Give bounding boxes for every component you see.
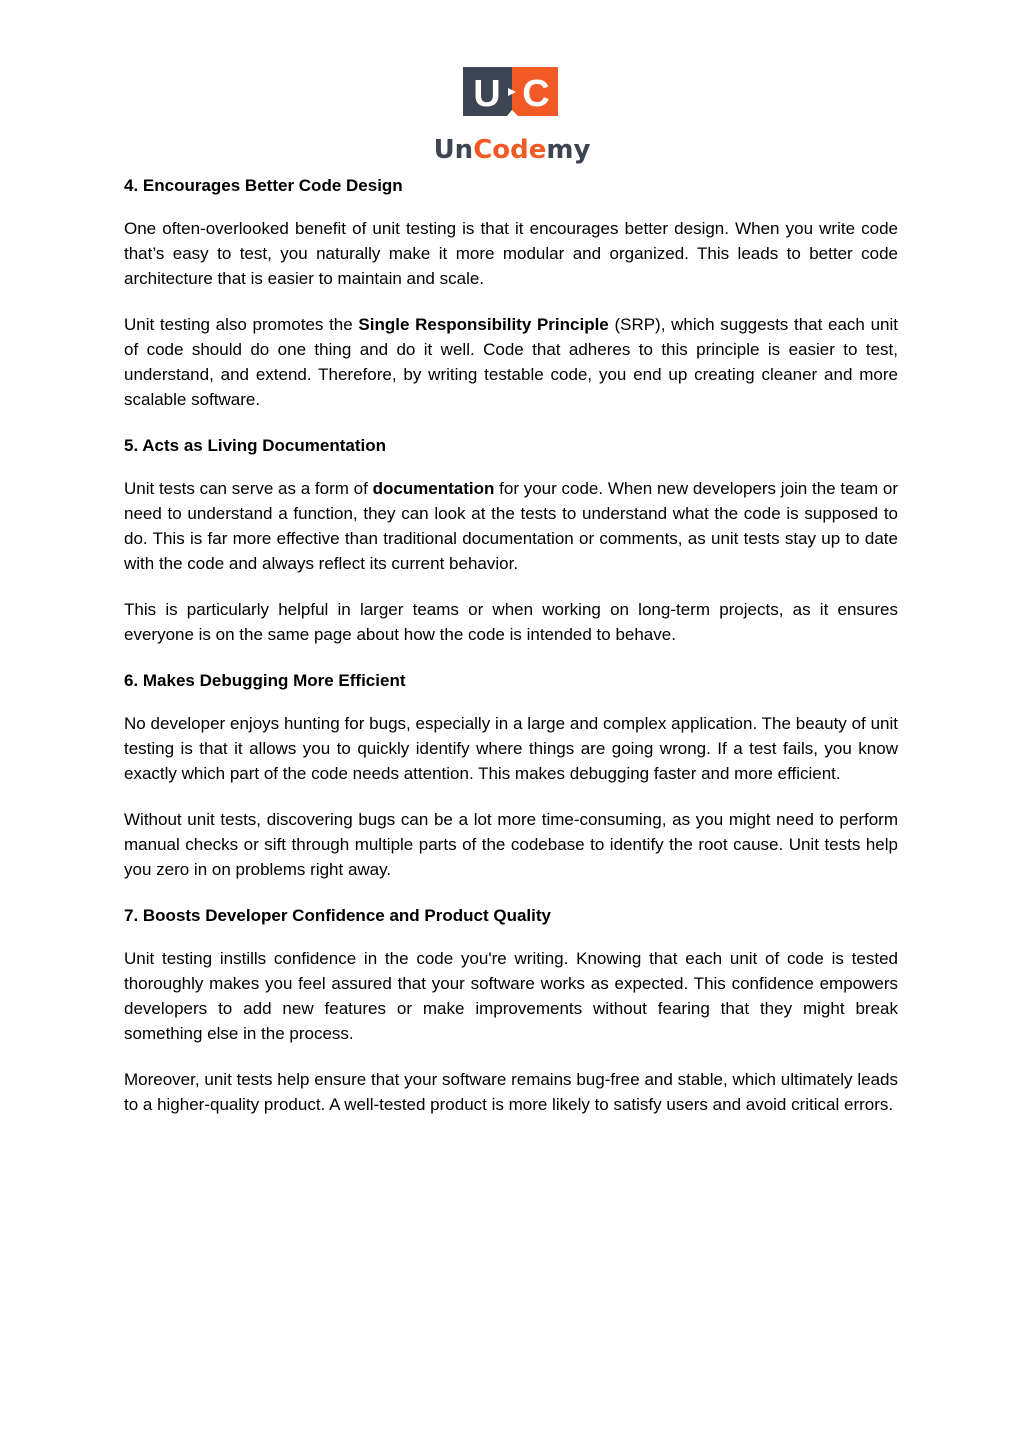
paragraph: Unit testing also promotes the Single Responsibility Principle (SRP), which suggests that each unit of code should do one thing and do it well. Code that adheres to this principle is easier to test, understand, and extend. Therefore, by writing testable code, you end up creating cleaner and more scalable software. [124,315,898,409]
uncodemy-logo-mark [432,66,592,166]
paragraph: Without unit tests, discovering bugs can be a lot more time-consuming, as you might need to perform manual checks or sift through multiple parts of the codebase to identify the root cause. Unit tests help you zero in on problems right away. [124,810,898,879]
paragraph: Unit tests can serve as a form of documentation for your code. When new developers join the team or need to understand a function, they can look at the tests to understand what the code is supposed to do. This is far more effective than traditional documentation or comments, as unit tests stay up to date with the code and always reflect its current behavior. [124,479,898,573]
section-heading: 4. Encourages Better Code Design [124,176,403,195]
emphasis: Single Responsibility Principle [358,315,609,334]
logo-wordmark: UnCodemy [433,135,591,165]
logo-letter-c: C [522,73,550,115]
paragraph: This is particularly helpful in larger teams or when working on long-term projects, as it ensures everyone is on the same page about how the code is intended to behave. [124,600,898,644]
logo-letter-u: U [473,73,501,115]
section-heading: 5. Acts as Living Documentation [124,436,386,455]
section-heading: 6. Makes Debugging More Efficient [124,671,406,690]
emphasis: documentation [372,479,495,498]
paragraph: No developer enjoys hunting for bugs, especially in a large and complex application. The beauty of unit testing is that it allows you to quickly identify where things are going wrong. If a test fails, you know exactly which part of the code needs attention. This makes debugging faster and more efficient. [124,714,898,783]
paragraph: Moreover, unit tests help ensure that your software remains bug-free and stable, which ultimately leads to a higher-quality product. A well-tested product is more likely to satisfy users and avoid critical errors. [124,1070,898,1114]
section-heading: 7. Boosts Developer Confidence and Product Quality [124,906,551,925]
paragraph: Unit testing instills confidence in the code you're writing. Knowing that each unit of code is tested thoroughly makes you feel assured that your software works as expected. This confidence empowers developers to add new features or make improvements without fearing that they might break something else in the process. [124,949,898,1043]
uncodemy-logo [432,66,592,166]
article-body [124,170,898,1138]
paragraph: One often-overlooked benefit of unit testing is that it encourages better design. When you write code that’s easy to test, you naturally make it more modular and organized. This leads to better code architecture that is easier to maintain and scale. [124,219,898,288]
